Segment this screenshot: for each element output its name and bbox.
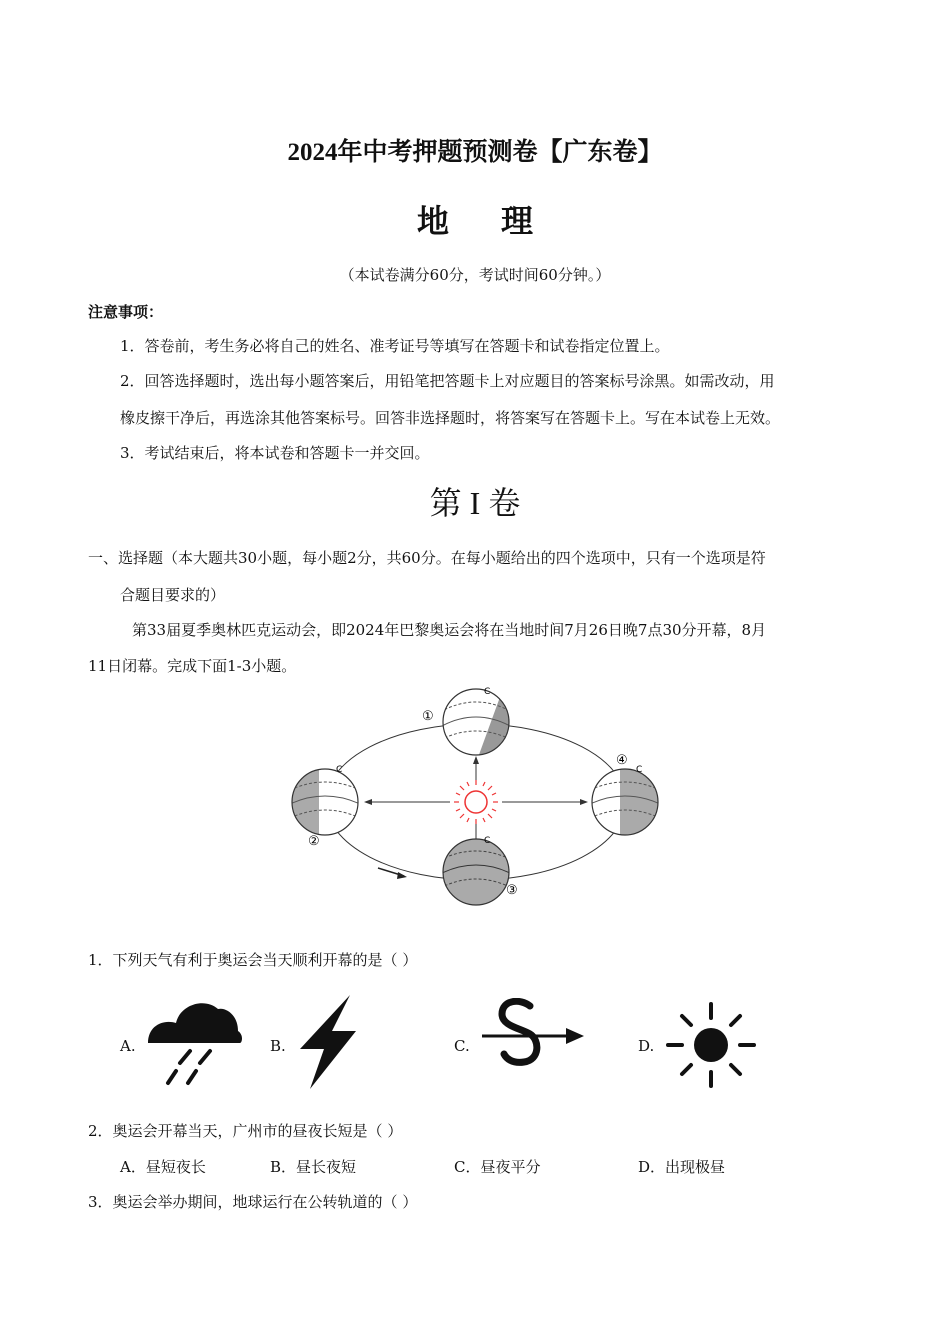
svg-text:C: C: [484, 687, 491, 697]
subject-title: 地理: [416, 202, 585, 240]
question-2-stem: 2．奥运会开幕当天，广州市的昼夜长短是（ ）: [88, 1122, 403, 1140]
question-1-stem: 1．下列天气有利于奥运会当天顺利开幕的是（ ）: [88, 951, 418, 969]
notice-item-2-line-1: 2．回答选择题时，选出每小题答案后，用铅笔把答题卡上对应题目的答案标号涂黑。如需改动，用: [120, 372, 775, 390]
exam-info: （本试卷满分60分，考试时间60分钟。）: [339, 266, 611, 284]
wind-icon: [480, 998, 586, 1070]
rain-cloud-icon: [146, 995, 244, 1091]
figure-label-2: ②: [308, 834, 320, 849]
question-2-option-a[interactable]: A．昼短夜长: [120, 1158, 206, 1176]
question-2-option-c[interactable]: C．昼夜平分: [454, 1158, 541, 1176]
svg-text:C: C: [636, 765, 643, 775]
notice-heading: 注意事项：: [88, 303, 164, 321]
sun-weather-icon: [664, 1000, 758, 1090]
earth-position-1: [422, 687, 539, 773]
question-3-stem: 3．奥运会举办期间，地球运行在公转轨道的（ ）: [88, 1193, 418, 1211]
earth-position-4: [590, 753, 660, 842]
passage-line-2: 11日闭幕。完成下面1-3小题。: [88, 657, 297, 675]
sun-icon: [454, 780, 498, 824]
figure-label-3: ③: [506, 883, 518, 898]
notice-item-1: 1．答卷前，考生务必将自己的姓名、准考证号等填写在答题卡和试卷指定位置上。: [120, 337, 670, 355]
earth-position-2: [285, 762, 360, 849]
notice-item-2-line-2: 橡皮擦干净后，再选涂其他答案标号。回答非选择题时，将答案写在答题卡上。写在本试卷上无效。: [120, 409, 781, 427]
earth-position-3: [440, 836, 518, 905]
lightning-icon: [296, 995, 360, 1091]
figure-label-1: ①: [422, 709, 434, 724]
passage-line-1: 第33届夏季奥林匹克运动会，即2024年巴黎奥运会将在当地时间7月26日晚7点30分开幕，8月: [132, 621, 767, 639]
svg-text:C: C: [484, 836, 491, 846]
question-2-option-d[interactable]: D．出现极昼: [638, 1158, 726, 1176]
section-title: 第 I 卷: [429, 485, 521, 521]
question-1-option-d[interactable]: D.: [638, 1037, 655, 1055]
question-2-option-b[interactable]: B．昼长夜短: [270, 1158, 357, 1176]
question-1-option-c[interactable]: C.: [454, 1037, 470, 1055]
figure-label-4: ④: [616, 753, 628, 768]
svg-text:C: C: [336, 765, 343, 775]
section-heading-line-2: 合题目要求的）: [120, 586, 226, 604]
question-1-option-b[interactable]: B.: [270, 1037, 286, 1055]
question-1-option-a[interactable]: A.: [120, 1037, 136, 1055]
exam-title: 2024年中考押题预测卷【广东卷】: [287, 139, 663, 166]
notice-item-3: 3．考试结束后，将本试卷和答题卡一并交回。: [120, 444, 430, 462]
section-heading-line-1: 一、选择题（本大题共30小题，每小题2分，共60分。在每小题给出的四个选项中，只有一个选项是符: [88, 549, 766, 567]
earth-orbit-diagram: [280, 682, 670, 912]
